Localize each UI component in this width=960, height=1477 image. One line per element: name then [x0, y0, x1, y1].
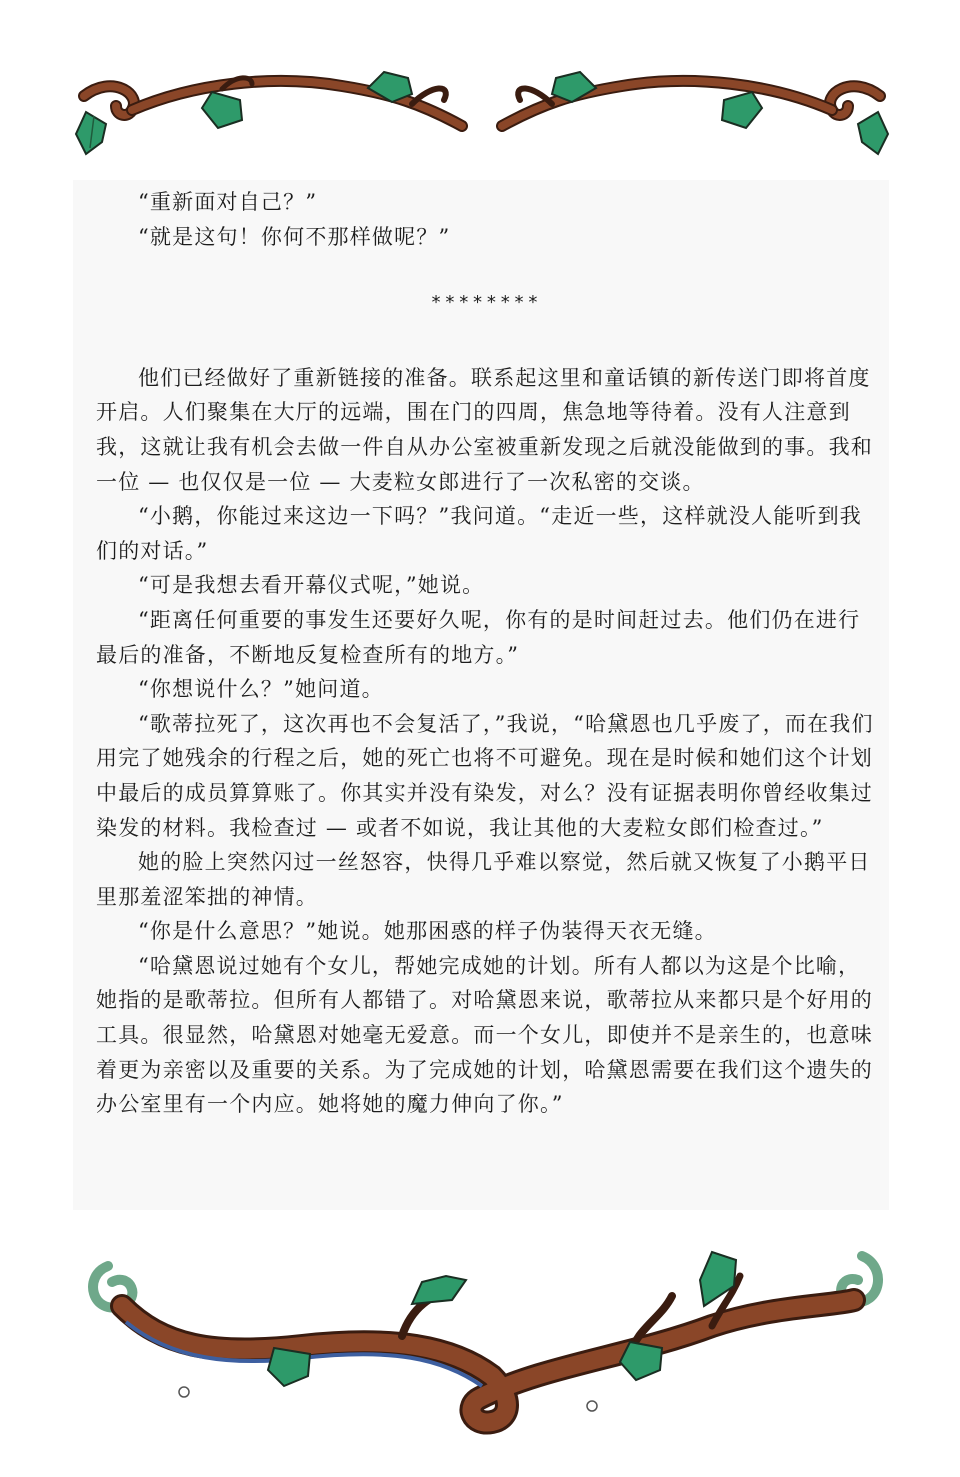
paragraph: “距离任何重要的事发生还要好久呢，你有的是时间赶过去。他们仍在进行最后的准备，不断地反复检查所有的地方。”	[96, 607, 861, 667]
leaf-icon	[202, 92, 242, 128]
top-right-vine-ornament	[492, 64, 892, 164]
scene-separator: ********	[430, 292, 542, 314]
leaf-icon	[412, 1276, 466, 1304]
paragraph: “你想说什么？”她问道。	[138, 677, 384, 702]
paragraph: “哈黛恩说过她有个女儿，帮她完成她的计划。所有人都以为这是个比喻，她指的是歌蒂拉。但所有人都错了。对哈黛恩来说，歌蒂拉从来都只是个好用的工具。很显然，哈黛恩对她毫无爱意。而一个女儿，即使并不是亲生的，也意味着更为亲密以及重要的关系。为了完成她的计划，哈黛恩需要在我们这个遗失的办公室里有一个内应。她将她的魔力伸向了你。”	[96, 953, 873, 1117]
leaf-icon	[620, 1342, 662, 1380]
paragraph: “你是什么意思？”她说。她那困惑的样子伪装得天衣无缝。	[138, 919, 717, 944]
paragraph: “就是这句！你何不那样做呢？”	[138, 224, 451, 249]
paragraph: “重新面对自己？”	[138, 190, 318, 214]
paragraph: 他们已经做好了重新链接的准备。联系起这里和童话镇的新传送门即将首度开启。人们聚集在大厅的远端，围在门的四周，焦急地等待着。没有人注意到我，这就让我有机会去做一件自从办公室被重新发现之后就没能做到的事。我和一位 — 也仅仅是一位 — 大麦粒女郎进行了一次私密的交谈。	[96, 365, 873, 494]
leaf-icon	[858, 112, 888, 154]
top-left-vine-ornament	[72, 64, 472, 164]
bottom-vine-ornament	[72, 1236, 892, 1436]
paragraph: “小鹅，你能过来这边一下吗？”我问道。“走近一些，这样就没人能听到我们的对话。”	[96, 504, 863, 563]
paragraph: 她的脸上突然闪过一丝怒容，快得几乎难以察觉，然后就又恢复了小鹅平日里那羞涩笨拙的神情。	[96, 850, 871, 909]
paragraph: “可是我想去看开幕仪式呢，”她说。	[138, 573, 485, 598]
story-text	[96, 185, 876, 1122]
paragraph: “歌蒂拉死了，这次再也不会复活了，”我说，“哈黛恩也几乎废了，而在我们用完了她残余的行程之后，她的死亡也将不可避免。现在是时候和她们这个计划中最后的成员算算账了。你其实并没有染发，对么？没有证据表明你曾经收集过染发的材料。我检查过 — 或者不如说，我让其他的大麦粒女郎们检查过。”	[96, 711, 874, 840]
leaf-icon	[76, 112, 106, 154]
leaf-icon	[268, 1348, 310, 1386]
leaf-icon	[722, 92, 762, 128]
